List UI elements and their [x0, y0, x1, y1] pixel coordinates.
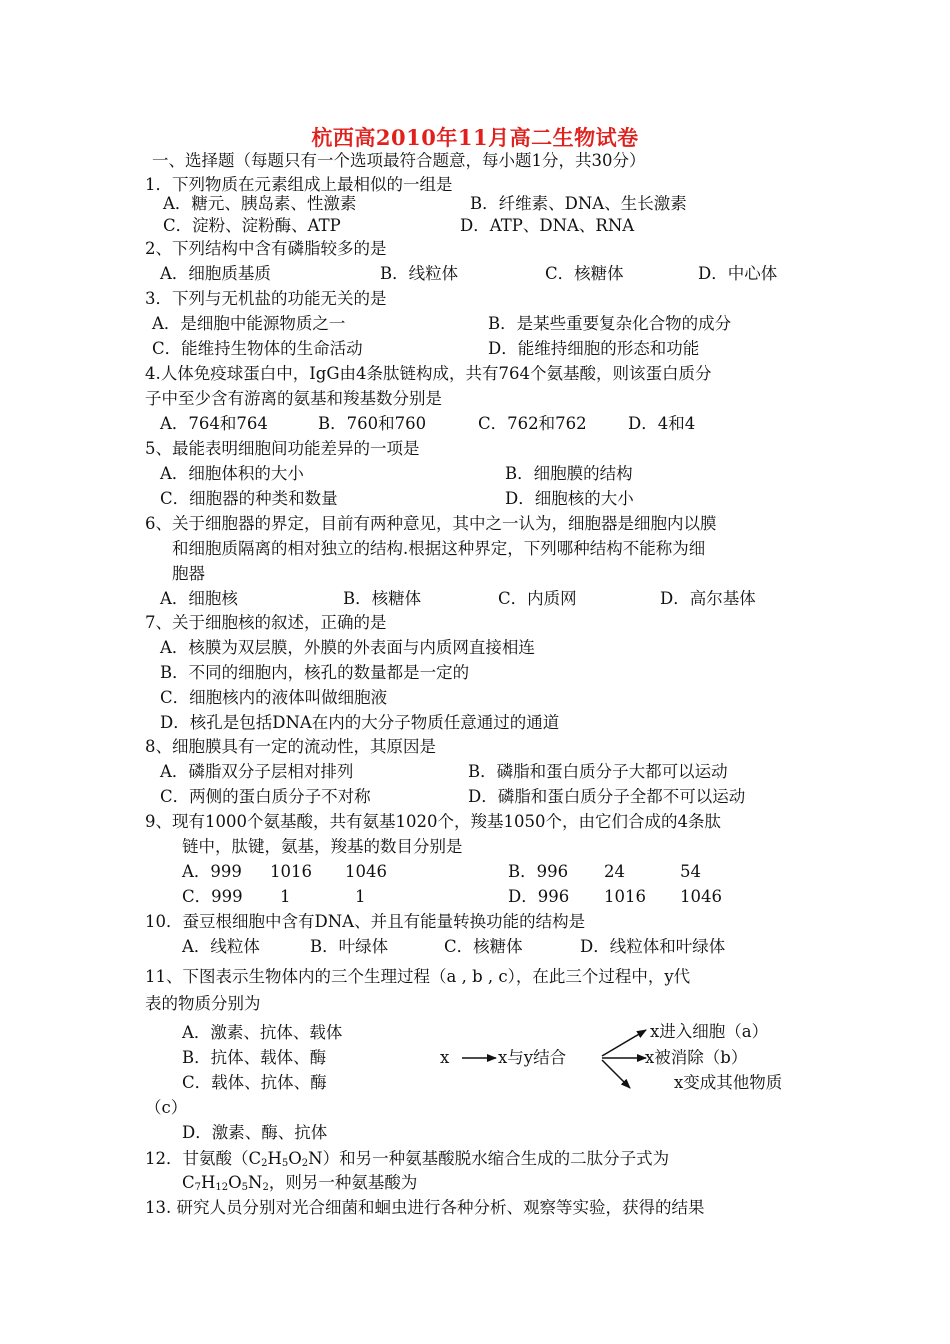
q11-option-c: C．载体、抗体、酶 — [182, 1073, 327, 1092]
q3-option-b: B．是某些重要复杂化合物的成分 — [488, 314, 732, 333]
q12-line1: 12．甘氨酸$(C_2H_5O_2N)$和另一种氨基酸脱水缩合生成的二肽分子式为 — [145, 1149, 670, 1169]
q10-option-a: A．线粒体 — [182, 937, 260, 956]
q6-stem-line2: 和细胞质隔离的相对独立的结构.根据这种界定，下列哪种结构不能称为细 — [172, 539, 706, 558]
q10-option-c: C．核糖体 — [444, 937, 523, 956]
q5-option-b: B．细胞膜的结构 — [505, 464, 633, 483]
q10-option-d: D．线粒体和叶绿体 — [580, 937, 726, 956]
q8-option-b: B．磷脂和蛋白质分子大都可以运动 — [468, 762, 728, 781]
arrow-to-c — [602, 1060, 630, 1088]
q9-option-d-val2: 1016 — [604, 887, 646, 906]
q7-option-d: D．核孔是包括DNA在内的大分子物质任意通过的通道 — [160, 713, 560, 732]
q9-option-c-val3: 1 — [355, 887, 366, 906]
q10-option-b: B．叶绿体 — [310, 937, 389, 956]
q7-stem: 7、关于细胞核的叙述，正确的是 — [145, 613, 387, 632]
q8-stem: 8、细胞膜具有一定的流动性，其原因是 — [145, 737, 436, 756]
q6-stem-line3: 胞器 — [172, 564, 205, 583]
page-title: 杭西高2010年11月高二生物试卷 — [311, 125, 639, 150]
q2-option-b: B．线粒体 — [380, 264, 459, 283]
q1-option-b: B．纤维素、DNA、生长激素 — [470, 194, 687, 213]
section-heading: 一、选择题（每题只有一个选项最符合题意，每小题1分，共30分） — [152, 151, 646, 170]
q11-option-b: B．抗体、载体、酶 — [182, 1048, 327, 1067]
q4-option-b: B．760和760 — [318, 414, 427, 433]
q2-option-a: A．细胞质基质 — [160, 264, 271, 283]
q6-option-a: A．细胞核 — [160, 589, 238, 608]
diagram-out-a: x进入细胞（a） — [650, 1022, 769, 1041]
q9-option-b-val2: 24 — [604, 862, 625, 881]
q11-stem-line1: 11、下图表示生物体内的三个生理过程（a , b , c），在此三个过程中，y代 — [145, 967, 691, 986]
q9-option-c-label: C．999 — [182, 887, 243, 906]
q7-option-c: C．细胞核内的液体叫做细胞液 — [160, 688, 388, 707]
q5-option-d: D．细胞核的大小 — [505, 489, 634, 508]
q9-option-a-label: A．999 — [182, 862, 242, 881]
q8-option-d: D．磷脂和蛋白质分子全都不可以运动 — [468, 787, 746, 806]
q4-stem-line1: 4.人体免疫球蛋白中，IgG由4条肽链构成，共有764个氨基酸，则该蛋白质分 — [145, 364, 712, 383]
q9-option-a-val3: 1046 — [345, 862, 387, 881]
q9-stem-line2: 链中，肽键，氨基，羧基的数目分别是 — [182, 837, 463, 856]
q1-option-c: C．淀粉、淀粉酶、ATP — [163, 216, 341, 235]
q13-stem: 13. 研究人员分别对光合细菌和蛔虫进行各种分析、观察等实验，获得的结果 — [145, 1198, 705, 1217]
q3-stem: 3．下列与无机盐的功能无关的是 — [145, 289, 387, 308]
q9-option-d-label: D．996 — [508, 887, 570, 906]
q3-option-d: D．能维持细胞的形态和功能 — [488, 339, 700, 358]
q11-option-c-tail: （c） — [145, 1098, 188, 1117]
q9-option-d-val3: 1046 — [680, 887, 722, 906]
q2-stem: 2、下列结构中含有磷脂较多的是 — [145, 239, 387, 258]
q9-stem-line1: 9、现有1000个氨基酸，共有氨基1020个，羧基1050个，由它们合成的4条肽 — [145, 812, 721, 831]
q8-option-a: A．磷脂双分子层相对排列 — [160, 762, 354, 781]
q1-stem: 1．下列物质在元素组成上最相似的一组是 — [145, 175, 453, 194]
q12-line2: $C_7H_{12}O_5N_2$，则另一种氨基酸为 — [182, 1173, 418, 1193]
q4-option-d: D．4和4 — [628, 414, 696, 433]
q11-stem-line2: 表的物质分别为 — [145, 994, 261, 1013]
q7-option-b: B．不同的细胞内，核孔的数量都是一定的 — [160, 663, 470, 682]
q11-process-diagram — [430, 1018, 830, 1108]
q9-option-a-val2: 1016 — [270, 862, 312, 881]
q4-option-c: C．762和762 — [478, 414, 587, 433]
q5-option-a: A．细胞体积的大小 — [160, 464, 304, 483]
q7-option-a: A．核膜为双层膜，外膜的外表面与内质网直接相连 — [160, 638, 535, 657]
q6-option-c: C．内质网 — [498, 589, 577, 608]
q5-stem: 5、最能表明细胞间功能差异的一项是 — [145, 439, 420, 458]
q10-stem: 10．蚕豆根细胞中含有DNA、并且有能量转换功能的结构是 — [145, 912, 586, 931]
diagram-out-c: x变成其他物质 — [674, 1073, 783, 1092]
q11-option-a: A．激素、抗体、载体 — [182, 1023, 343, 1042]
q3-option-c: C．能维持生物体的生命活动 — [152, 339, 363, 358]
q3-option-a: A．是细胞中能源物质之一 — [152, 314, 346, 333]
diagram-out-b: x被消除（b） — [645, 1048, 748, 1067]
q1-option-a: A．糖元、胰岛素、性激素 — [163, 194, 357, 213]
diagram-combine-label: x与y结合 — [498, 1048, 567, 1067]
q6-stem-line1: 6、关于细胞器的界定，目前有两种意见，其中之一认为，细胞器是细胞内以膜 — [145, 514, 717, 533]
q2-option-c: C．核糖体 — [545, 264, 624, 283]
q8-option-c: C．两侧的蛋白质分子不对称 — [160, 787, 371, 806]
diagram-x-label: x — [440, 1048, 450, 1067]
arrow-to-a — [602, 1030, 646, 1056]
q9-option-b-val3: 54 — [680, 862, 701, 881]
q5-option-c: C．细胞器的种类和数量 — [160, 489, 338, 508]
q11-option-d: D．激素、酶、抗体 — [182, 1123, 328, 1142]
q4-option-a: A．764和764 — [160, 414, 268, 433]
q1-option-d: D．ATP、DNA、RNA — [460, 216, 635, 235]
q9-option-b-label: B．996 — [508, 862, 569, 881]
q6-option-b: B．核糖体 — [343, 589, 422, 608]
q4-stem-line2: 子中至少含有游离的氨基和羧基数分别是 — [145, 389, 442, 408]
q6-option-d: D．高尔基体 — [660, 589, 756, 608]
q2-option-d: D．中心体 — [698, 264, 778, 283]
q9-option-c-val2: 1 — [280, 887, 291, 906]
